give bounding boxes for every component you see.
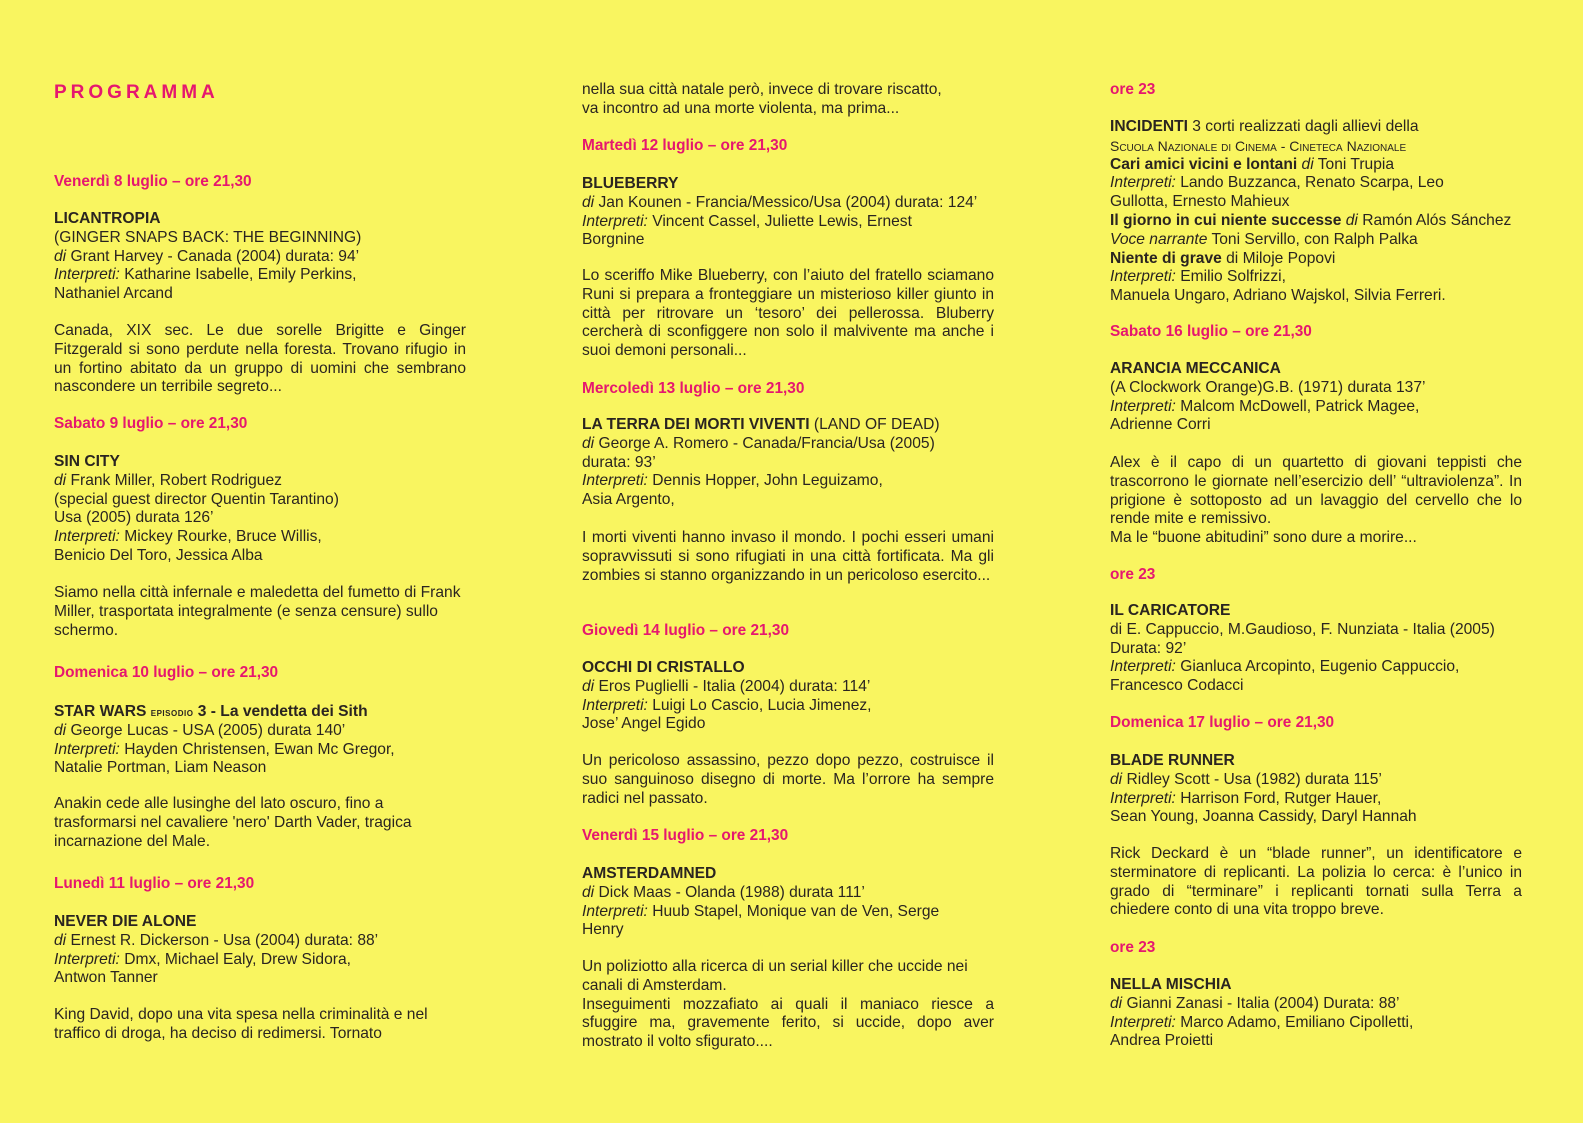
film-subtitle: (GINGER SNAPS BACK: THE BEGINNING) (54, 228, 362, 246)
short-film-3: Niente di grave di Miloje Popovi (1110, 249, 1336, 267)
film-credits: di Ridley Scott - Usa (1982) durata 115’ (1110, 770, 1382, 788)
film-cast: Interpreti: Malcom McDowell, Patrick Magee, (1110, 397, 1420, 415)
film-credits: di George Lucas - USA (2005) durata 140’ (54, 721, 346, 739)
film-title: ARANCIA MECCANICA (1110, 360, 1281, 377)
film-credits: di Grant Harvey - Canada (2004) durata: 94’ (54, 247, 360, 265)
film-entry-arancia-meccanica (1110, 360, 1522, 435)
film-description: Canada, XIX sec. Le due sorelle Brigitte e Ginger Fitzgerald si sono perdute nella foresta. Trovano rifugio in un fortino abitato da un gruppo di uomini che sembrano nascondere un terribile segreto... (54, 322, 466, 396)
film-cast: Interpreti: Dennis Hopper, John Leguizamo, (582, 472, 883, 490)
film-credits-cont: (special guest director Quentin Tarantino) (54, 490, 339, 508)
film-entry-incidenti (1110, 118, 1522, 306)
film-credits: di Dick Maas - Olanda (1988) durata 111’ (582, 883, 865, 901)
screening-date: Sabato 9 luglio – ore 21,30 (54, 415, 248, 432)
film-title: AMSTERDAMNED (582, 865, 717, 882)
film-title: IL CARICATORE (1110, 602, 1231, 619)
film-credits: di Jan Kounen - Francia/Messico/Usa (2004) durata: 124’ (582, 193, 978, 211)
film-title: OCCHI DI CRISTALLO (582, 659, 745, 676)
screening-date: Mercoledì 13 luglio – ore 21,30 (582, 380, 805, 397)
film-title: LICANTROPIA (54, 210, 161, 227)
film-cast-cont: Sean Young, Joanna Cassidy, Daryl Hannah (1110, 808, 1417, 826)
film-cast-cont: Adrienne Corri (1110, 416, 1211, 434)
film-cast-cont: Borgnine (582, 231, 645, 249)
film-credits-cont: Usa (2005) durata 126’ (54, 509, 214, 527)
screening-date: Domenica 10 luglio – ore 21,30 (54, 664, 279, 681)
film-credits-cont: Durata: 92’ (1110, 639, 1187, 657)
film-description: I morti viventi hanno invaso il mondo. I pochi esseri umani sopravvissuti si sono rifugiati in una città fortificata. Ma gli zombies si stanno organizzando in un pericoloso esercito... (582, 529, 994, 584)
film-entry-blade-runner (1110, 752, 1522, 827)
film-cast-cont: Francesco Codacci (1110, 677, 1244, 695)
film-description: Un poliziotto alla ricerca di un serial killer che uccide nei canali di Amsterdam. Inseguimenti mozzafiato ai quali il maniaco riesce a sfuggire ma, gravemente ferito, si uccide, dopo aver mostrato il volto sfigurato.... (582, 958, 994, 1051)
film-cast-cont: Andrea Proietti (1110, 1032, 1214, 1050)
short-film-2: Il giorno in cui niente successe di Ramón Alós Sánchez (1110, 211, 1512, 229)
film-credits: di George A. Romero - Canada/Francia/Usa (2005) (582, 434, 935, 452)
short-film-1-cast: Interpreti: Lando Buzzanca, Renato Scarpa, Leo (1110, 174, 1444, 192)
film-entry-sin-city (54, 453, 466, 566)
film-title: NELLA MISCHIA (1110, 976, 1232, 993)
film-cast-cont: Henry (582, 921, 624, 939)
film-description: Un pericoloso assassino, pezzo dopo pezzo, costruisce il suo sanguinoso disegno di morte. Ma l’orrore ha sempre radici nel passato. (582, 752, 994, 807)
screening-date: Sabato 16 luglio – ore 21,30 (1110, 323, 1312, 340)
film-cast: Interpreti: Mickey Rourke, Bruce Willis, (54, 528, 322, 546)
film-entry-occhi-di-cristallo (582, 659, 994, 734)
film-title: NEVER DIE ALONE (54, 913, 197, 930)
film-entry-never-die-alone (54, 913, 466, 988)
film-credits: di Gianni Zanasi - Italia (2004) Durata: 88’ (1110, 994, 1400, 1012)
film-title: BLUEBERRY (582, 175, 679, 192)
film-entry-il-caricatore (1110, 602, 1522, 696)
film-cast: Interpreti: Dmx, Michael Ealy, Drew Sidora, (54, 950, 351, 968)
screening-date: Martedì 12 luglio – ore 21,30 (582, 137, 788, 154)
film-cast-cont: Asia Argento, (582, 491, 675, 509)
school-name: Scuola Nazionale di Cinema - Cineteca Nazionale (1110, 137, 1407, 154)
film-title: SIN CITY (54, 453, 120, 470)
film-cast: Interpreti: Marco Adamo, Emiliano Cipolletti, (1110, 1013, 1414, 1031)
film-title: LA TERRA DEI MORTI VIVENTI (LAND OF DEAD) (582, 416, 940, 433)
screening-time: ore 23 (1110, 566, 1156, 583)
film-description: Anakin cede alle lusinghe del lato oscuro, fino a trasformarsi nel cavaliere 'nero' Darth Vader, tragica incarnazione del Male. (54, 795, 412, 850)
film-entry-amsterdamned (582, 865, 994, 940)
film-credits: (A Clockwork Orange)G.B. (1971) durata 137’ (1110, 378, 1426, 396)
short-film-1-cast-cont: Gullotta, Ernesto Mahieux (1110, 193, 1290, 211)
film-cast: Interpreti: Harrison Ford, Rutger Hauer, (1110, 789, 1382, 807)
film-description: Rick Deckard è un “blade runner”, un identificatore e sterminatore di replicanti. La polizia lo cerca: è l’unico in grado di “terminare” i replicanti tornati sulla Terra a chiedere conto di una vita troppo breve. (1110, 845, 1522, 919)
film-entry-nella-mischia (1110, 976, 1522, 1051)
screening-time: ore 23 (1110, 81, 1156, 98)
film-entry-blueberry (582, 175, 994, 250)
film-cast: Interpreti: Huub Stapel, Monique van de Ven, Serge (582, 902, 940, 920)
film-cast-cont: Jose’ Angel Egido (582, 715, 706, 733)
film-entry-terra-dei-morti (582, 416, 994, 510)
film-title: STAR WARS episodio 3 - La vendetta dei Sith (54, 703, 368, 720)
film-credits: di Frank Miller, Robert Rodriguez (54, 471, 282, 489)
short-film-1: Cari amici vicini e lontani di Toni Trupia (1110, 155, 1394, 173)
film-cast: Interpreti: Katharine Isabelle, Emily Perkins, (54, 266, 357, 284)
film-title: BLADE RUNNER (1110, 752, 1235, 769)
screening-date: Venerdì 15 luglio – ore 21,30 (582, 827, 789, 844)
screening-date: Giovedì 14 luglio – ore 21,30 (582, 622, 789, 639)
short-film-2-voice: Voce narrante Toni Servillo, con Ralph Palka (1110, 230, 1418, 248)
screening-date: Lunedì 11 luglio – ore 21,30 (54, 875, 255, 892)
film-cast-cont: Antwon Tanner (54, 969, 158, 987)
film-cast-cont: Nathaniel Arcand (54, 285, 173, 303)
film-cast: Interpreti: Luigi Lo Cascio, Lucia Jimenez, (582, 696, 872, 714)
film-cast: Interpreti: Hayden Christensen, Ewan Mc Gregor, (54, 740, 395, 758)
film-credits: di Eros Puglielli - Italia (2004) durata: 114’ (582, 677, 871, 695)
film-description-continued: nella sua città natale però, invece di trovare riscatto, va incontro ad una morte violenta, ma prima... (582, 81, 942, 117)
short-film-3-cast: Interpreti: Emilio Solfrizzi, (1110, 268, 1286, 286)
film-title: INCIDENTI 3 corti realizzati dagli allievi della (1110, 118, 1419, 135)
film-credits: di E. Cappuccio, M.Gaudioso, F. Nunziata - Italia (2005) (1110, 620, 1495, 638)
film-description: Lo sceriffo Mike Blueberry, con l’aiuto del fratello sciamano Runi si prepara a fronteggiare un misterioso killer giunto in città per ritrovare un ‘tesoro’ dei pellerossa. Bluberry cercherà di sconfiggere non solo il malvivente ma anche i suoi demoni personali... (582, 267, 994, 360)
page-title: PROGRAMMA (54, 82, 219, 103)
screening-date: Venerdì 8 luglio – ore 21,30 (54, 173, 252, 190)
film-credits: di Ernest R. Dickerson - Usa (2004) durata: 88’ (54, 931, 379, 949)
film-cast: Interpreti: Gianluca Arcopinto, Eugenio Cappuccio, (1110, 658, 1460, 676)
film-description: Alex è il capo di un quartetto di giovani teppisti che trascorrono le giornate nell’esercizio dell’ “ultraviolenza”. In prigione è sottoposto ad un lavaggio del cervello che lo rende mite e remissivo. Ma le “buone abitudini” sono dure a morire... (1110, 454, 1522, 547)
film-description: Siamo nella città infernale e maledetta del fumetto di Frank Miller, trasportata integralmente (e senza censure) sullo schermo. (54, 584, 461, 639)
film-cast-cont: Benicio Del Toro, Jessica Alba (54, 546, 263, 564)
film-cast: Interpreti: Vincent Cassel, Juliette Lewis, Ernest (582, 212, 912, 230)
film-entry-star-wars (54, 703, 466, 778)
film-entry-licantropia (54, 210, 466, 304)
screening-date: Domenica 17 luglio – ore 21,30 (1110, 714, 1335, 731)
film-cast-cont: Natalie Portman, Liam Neason (54, 759, 267, 777)
film-credits-cont: durata: 93’ (582, 453, 656, 471)
short-film-3-cast-cont: Manuela Ungaro, Adriano Wajskol, Silvia Ferreri. (1110, 287, 1446, 305)
film-description: King David, dopo una vita spesa nella criminalità e nel traffico di droga, ha deciso di redimersi. Tornato (54, 1006, 428, 1042)
screening-time: ore 23 (1110, 939, 1156, 956)
